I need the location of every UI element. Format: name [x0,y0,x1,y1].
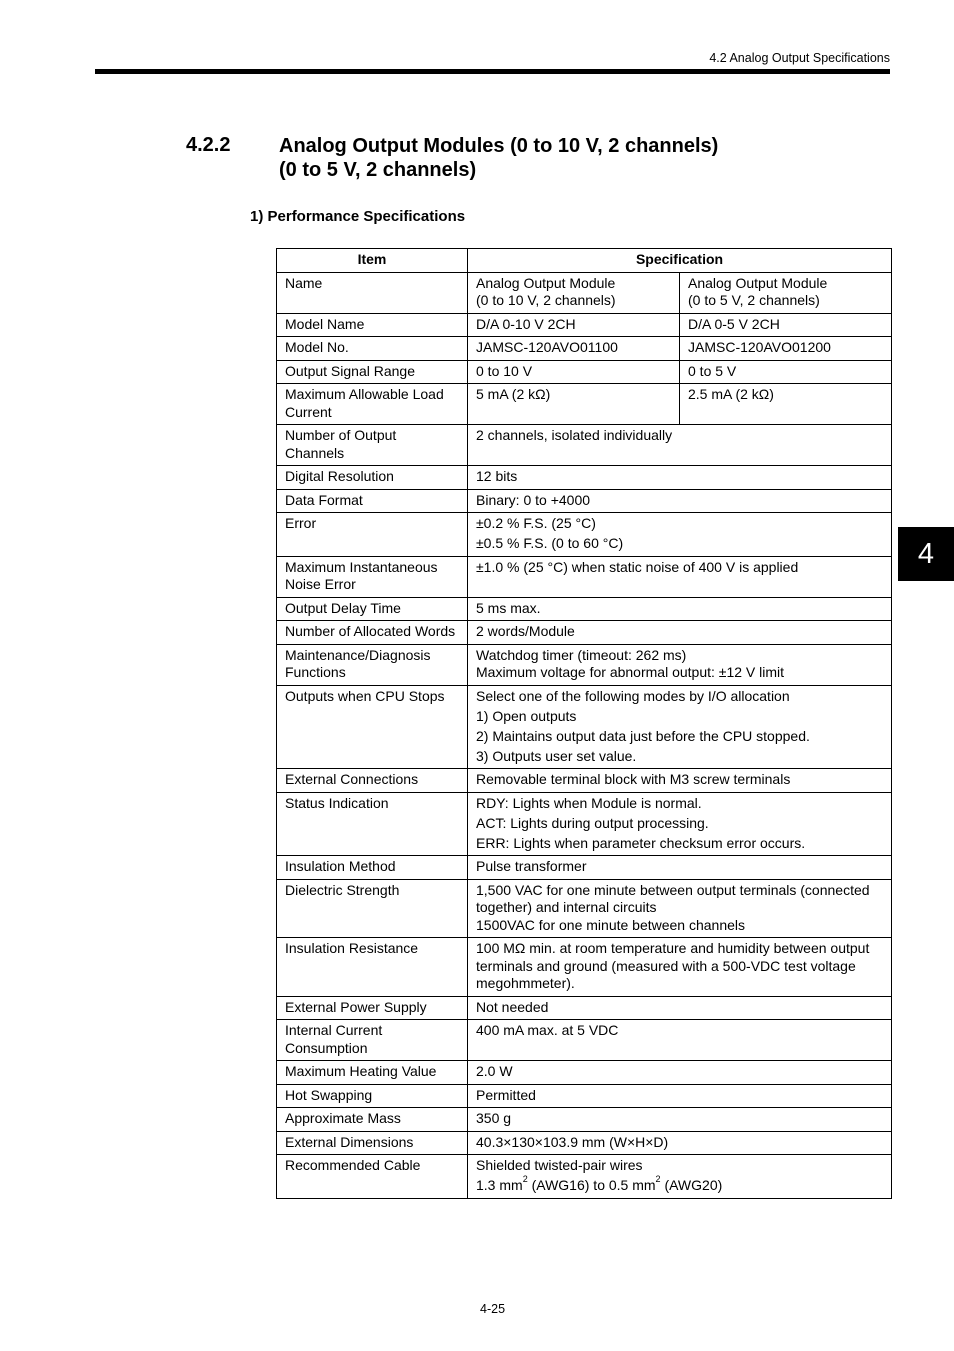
row-item-label: External Connections [277,769,468,793]
section-title [279,134,718,182]
value-line: 3) Outputs user set value. [476,747,637,764]
value-line: Analog Output Module [476,274,616,291]
row-item-label: Number of Allocated Words [277,621,468,645]
value-line: ACT: Lights during output processing. [476,814,709,831]
row-item-label: Number of Output Channels [277,425,468,466]
row-item-label: Maximum Heating Value [277,1061,468,1085]
value-line: (0 to 5 V, 2 channels) [688,292,820,308]
value-line: 12 bits [476,468,518,484]
row-spec-value [468,425,892,466]
row-item-label: Output Delay Time [277,597,468,621]
row-spec-value [468,621,892,645]
table-row [277,621,892,645]
row-spec-value [468,597,892,621]
row-spec-value [468,513,892,557]
value-line: Not needed [476,998,549,1015]
section-number: 4.2.2 [186,134,231,156]
row-item-label: Recommended Cable [277,1155,468,1199]
value-line: Permitted [476,1086,536,1103]
row-item-label: Internal Current Consumption [277,1020,468,1061]
row-spec-col1 [468,313,680,337]
value-line: (0 to 10 V, 2 channels) [476,292,616,308]
section-title-line-2: (0 to 5 V, 2 channels) [279,159,477,181]
row-item-label: Model Name [277,313,468,337]
value-line: 2.5 mA (2 kΩ) [688,386,774,402]
row-spec-value [468,1020,892,1061]
table-row [277,1108,892,1132]
table-row [277,513,892,557]
row-spec-value [468,685,892,769]
table-row [277,685,892,769]
chapter-tab: 4 [898,527,954,581]
row-spec-value [468,1084,892,1108]
value-line: Removable terminal block with M3 screw terminals [476,771,791,787]
value-line: Watchdog timer (timeout: 262 ms) [476,646,687,663]
value-line: 40.3×130×103.9 mm (W×H×D) [476,1133,669,1150]
value-line: JAMSC-120AVO01200 [688,339,831,355]
value-line: 0 to 10 V [476,362,533,379]
table-row [277,856,892,880]
cable-size-line [476,1174,883,1195]
row-spec-value [468,769,892,793]
cable-text: (AWG16) to 0.5 mm [527,1177,656,1193]
table-header-row [277,249,892,273]
row-item-label: Data Format [277,489,468,513]
table-row [277,556,892,597]
value-line: 2 words/Module [476,623,575,639]
table-row [277,1020,892,1061]
row-spec-value [468,489,892,513]
row-item-label: Digital Resolution [277,466,468,490]
row-spec-value [468,644,892,685]
row-item-label: Insulation Resistance [277,938,468,997]
table-row [277,489,892,513]
row-spec-value [468,1108,892,1132]
row-spec-value [468,879,892,938]
table-row [277,466,892,490]
row-spec-value [468,1131,892,1155]
table-row [277,938,892,997]
value-line: ±0.2 % F.S. (25 °C) [476,515,596,531]
value-line: Analog Output Module [688,274,828,291]
row-spec-col1 [468,360,680,384]
page-number: 4-25 [480,1302,506,1316]
table-row [277,1155,892,1199]
table-row [277,644,892,685]
table-row [277,792,892,856]
table-row [277,384,892,425]
value-line: D/A 0-5 V 2CH [688,315,780,332]
value-line: 1) Open outputs [476,707,577,724]
row-spec-value [468,792,892,856]
value-line: ERR: Lights when parameter checksum error occurs. [476,834,806,851]
value-line: 1500VAC for one minute between channels [476,916,746,933]
value-line: 0 to 5 V [688,362,737,379]
value-line: Maximum voltage for abnormal output: ±12 V limit [476,664,785,680]
row-item-label: Maximum Allowable Load Current [277,384,468,425]
row-spec-col1 [468,384,680,425]
table-row [277,1061,892,1085]
value-line: 5 ms max. [476,599,541,616]
subsection-title: 1) Performance Specifications [250,208,466,225]
table-row [277,272,892,313]
row-item-label: External Power Supply [277,996,468,1020]
value-line: RDY: Lights when Module is normal. [476,794,702,811]
row-spec-col2 [680,337,892,361]
value-line: ±0.5 % F.S. (0 to 60 °C) [476,535,624,551]
row-spec-value [468,938,892,997]
row-item-label: External Dimensions [277,1131,468,1155]
row-item-label: Name [277,272,468,313]
table-row [277,1084,892,1108]
value-line: JAMSC-120AVO01100 [476,339,618,355]
row-spec-value [468,856,892,880]
running-head: 4.2 Analog Output Specifications [709,51,890,65]
value-line: Binary: 0 to +4000 [476,491,591,508]
row-spec-col1 [468,337,680,361]
value-line: 5 mA (2 kΩ) [476,386,551,402]
value-line: D/A 0-10 V 2CH [476,315,576,332]
superscript: 2 [655,1174,661,1185]
row-spec-value [468,466,892,490]
value-line: ±1.0 % (25 °C) when static noise of 400 V is applied [476,558,799,575]
table-row [277,337,892,361]
row-item-label: Approximate Mass [277,1108,468,1132]
row-item-label: Model No. [277,337,468,361]
value-line: Pulse transformer [476,858,587,874]
row-item-label: Error [277,513,468,557]
row-spec-value [468,1155,892,1199]
row-item-label: Status Indication [277,792,468,856]
section-title-line-1: Analog Output Modules (0 to 10 V, 2 channels) [279,135,719,157]
table-row [277,313,892,337]
value-line: 2) Maintains output data just before the CPU stopped. [476,727,810,744]
table-row [277,879,892,938]
table-row [277,597,892,621]
row-item-label: Outputs when CPU Stops [277,685,468,769]
header-item: Item [277,249,468,273]
value-line: 350 g [476,1110,512,1126]
table-row [277,996,892,1020]
table-row [277,1131,892,1155]
table-row [277,425,892,466]
row-spec-col2 [680,360,892,384]
row-spec-col2 [680,272,892,313]
row-item-label: Maintenance/Diagnosis Functions [277,644,468,685]
row-item-label: Dielectric Strength [277,879,468,938]
superscript: 2 [522,1174,528,1185]
row-spec-value [468,996,892,1020]
value-line: 100 MΩ min. at room temperature and humidity between output terminals and ground (measured with a 500-VDC test voltage megohmmeter). [476,940,870,991]
performance-spec-table [276,248,892,1199]
header-rule [95,69,890,74]
table-row [277,769,892,793]
table-row [277,360,892,384]
value-line: 1,500 VAC for one minute between output terminals (connected together) and internal circuits [476,881,870,915]
value-line: 2.0 W [476,1063,513,1079]
header-spec: Specification [468,249,892,273]
value-line: Select one of the following modes by I/O allocation [476,687,790,704]
row-spec-col2 [680,313,892,337]
value-line: 2 channels, isolated individually [476,427,673,443]
row-spec-col1 [468,272,680,313]
cable-text: (AWG20) [660,1177,723,1193]
row-item-label: Hot Swapping [277,1084,468,1108]
row-item-label: Maximum Instantaneous Noise Error [277,556,468,597]
row-item-label: Insulation Method [277,856,468,880]
row-spec-value [468,556,892,597]
value-line: Shielded twisted-pair wires [476,1157,643,1173]
value-line: 400 mA max. at 5 VDC [476,1022,619,1038]
row-item-label: Output Signal Range [277,360,468,384]
row-spec-col2 [680,384,892,425]
row-spec-value [468,1061,892,1085]
cable-text: 1.3 mm [476,1177,523,1193]
